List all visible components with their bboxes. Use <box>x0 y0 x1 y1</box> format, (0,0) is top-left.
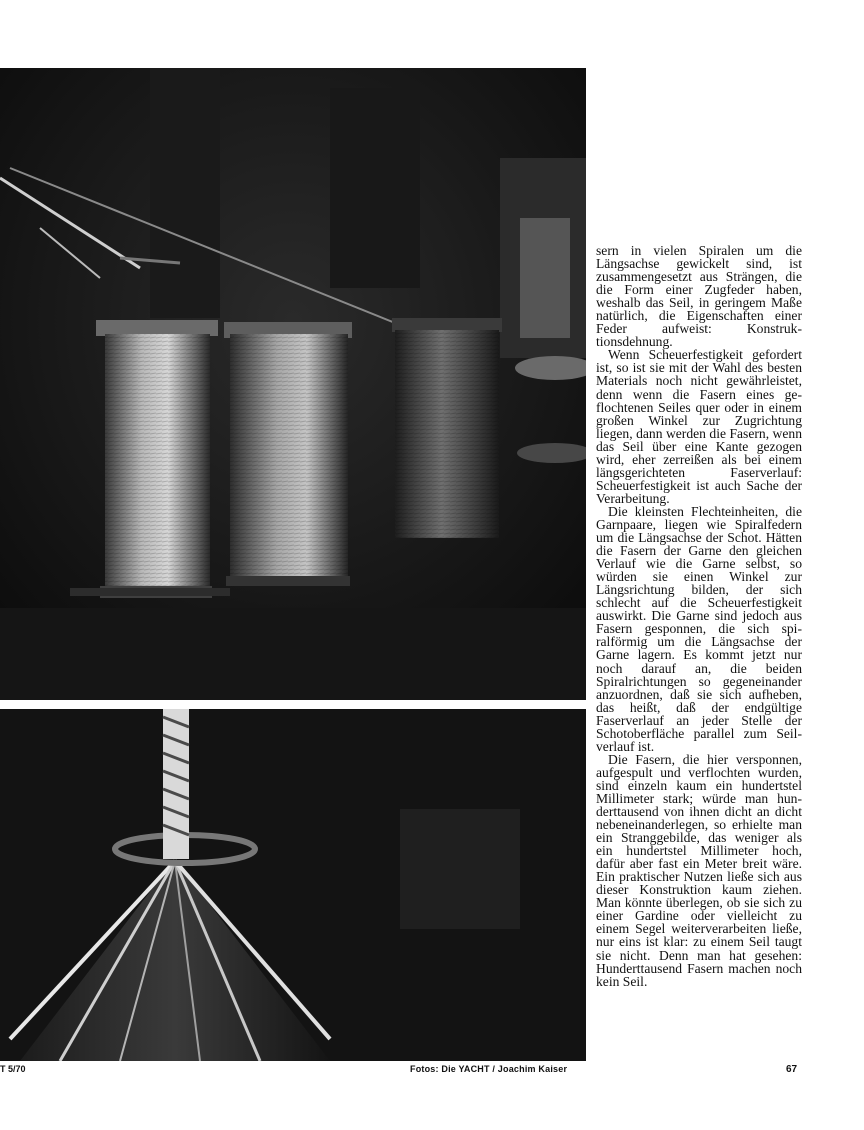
page-number: 67 <box>786 1064 798 1075</box>
paragraph: sern in vielen Spiralen um die Längsachse gewickelt sind, ist zusammengesetzt aus Strängen, die die Form einer Zugfeder haben, weshalb das Seil, in geringem Maße natürlich, die Eigenschaften einer Feder aufweist: Konstruktionsdehnung. <box>596 243 802 350</box>
paragraph: Wenn Scheuerfestigkeit gefordert ist, so ist sie mit der Wahl des besten Materials noch nicht gewährleistet, denn wenn die Fasern eines geflochtenen Seiles quer oder in einem großen Winkel zur Zugrichtung liegen, dann werden die Fasern, wenn das Seil über eine Kante gezogen wird, eher zerreißen als bei einem längsgerichteten Faserverlauf: Scheuerfestigkeit ist auch Sache der Verarbeitung. <box>596 347 802 506</box>
photo-credit: Fotos: Die YACHT / Joachim Kaiser <box>410 1064 568 1074</box>
photo-spools <box>0 68 586 700</box>
paragraph: Die kleinsten Flechteinheiten, die Garnpaare, liegen wie Spiralfedern um die Längsachse der Schot. Hätten die Fasern der Garne den gleichen Verlauf wie die Garne selbst, so würden sie einen Winkel zur Längsrichtung bilden, der sich schlecht auf die Scheuerfestigkeit auswirkt. Die Garne sind jedoch aus Fasern gesponnen, die sich spiralförmig um die Längsachse der Garne lagern. Es kommt jetzt nur noch darauf an, die beiden Spiralrichtungen so gegeneinander anzuordnen, daß sie sich aufheben, das heißt, daß der endgültige Faserverlauf an jeder Stelle der Schotoberfläche parallel zum Seilverlauf ist. <box>596 503 802 754</box>
paragraph: Die Fasern, die hier versponnen, aufgespult und verflochten wurden, sind einzeln kaum ein hundertstel Millimeter stark; würde man hunderttausend von ihnen dicht an dicht nebeneinanderlegen, so erhielte man ein Stranggebilde, das weniger als ein hundertstel Millimeter hoch, dafür aber fast ein Meter breit wäre. Ein praktischer Nutzen ließe sich aus dieser Konstruktion kaum ziehen. Man könnte überlegen, ob sie sich zu einer Gardine oder vielleicht zu einem Segel weiterverarbeiten ließe, nur eins ist klar: zu einem Seil taugt sie nicht. Denn man hat gesehen: Hunderttausend Fasern machen noch kein Seil. <box>596 751 802 989</box>
article-text <box>596 244 802 988</box>
issue-marker: T 5/70 <box>0 1064 26 1074</box>
photo-braiding-rope <box>0 709 586 1061</box>
